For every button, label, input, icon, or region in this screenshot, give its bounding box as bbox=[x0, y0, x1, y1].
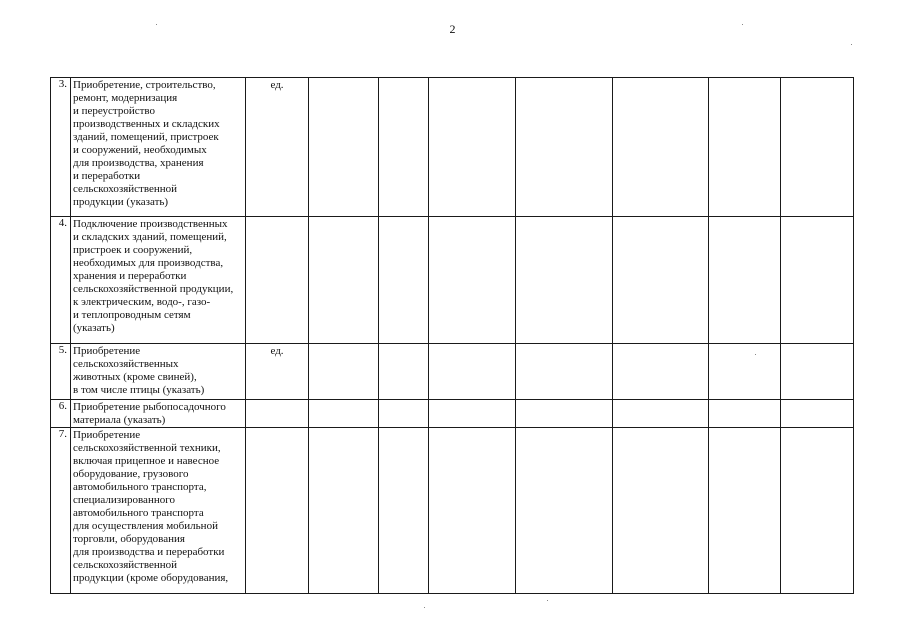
scan-speck bbox=[755, 354, 756, 355]
empty-cell bbox=[613, 400, 709, 428]
empty-cell bbox=[781, 344, 854, 400]
empty-cell bbox=[309, 428, 379, 594]
row-number: 5. bbox=[51, 344, 71, 400]
empty-cell bbox=[516, 217, 613, 344]
table-row bbox=[51, 428, 854, 594]
empty-cell bbox=[309, 400, 379, 428]
empty-cell bbox=[709, 428, 781, 594]
empty-cell bbox=[309, 344, 379, 400]
empty-cell bbox=[516, 78, 613, 217]
empty-cell bbox=[309, 217, 379, 344]
row-number: 3. bbox=[51, 78, 71, 217]
row-unit bbox=[246, 400, 309, 428]
row-description: Приобретение, строительство, ремонт, модернизация и переустройство производственных и складских зданий, помещений, пристроек и сооружений, необходимых для производства, хранения и переработки сельскохозяйственной продукции (указать) bbox=[71, 78, 246, 217]
table-row bbox=[51, 344, 854, 400]
empty-cell bbox=[429, 400, 516, 428]
empty-cell bbox=[709, 344, 781, 400]
empty-cell bbox=[781, 400, 854, 428]
row-number: 4. bbox=[51, 217, 71, 344]
empty-cell bbox=[379, 344, 429, 400]
empty-cell bbox=[379, 400, 429, 428]
empty-cell bbox=[379, 78, 429, 217]
scan-speck bbox=[156, 24, 157, 25]
row-number: 7. bbox=[51, 428, 71, 594]
empty-cell bbox=[379, 217, 429, 344]
row-number: 6. bbox=[51, 400, 71, 428]
row-unit bbox=[246, 428, 309, 594]
table-row bbox=[51, 217, 854, 344]
row-description: Приобретение сельскохозяйственных животных (кроме свиней), в том числе птицы (указать) bbox=[71, 344, 246, 400]
row-unit: ед. bbox=[246, 344, 309, 400]
empty-cell bbox=[429, 428, 516, 594]
empty-cell bbox=[429, 78, 516, 217]
empty-cell bbox=[429, 344, 516, 400]
empty-cell bbox=[613, 428, 709, 594]
table-row bbox=[51, 78, 854, 217]
empty-cell bbox=[709, 400, 781, 428]
data-table bbox=[50, 77, 854, 594]
scan-speck bbox=[742, 24, 743, 25]
empty-cell bbox=[781, 217, 854, 344]
empty-cell bbox=[429, 217, 516, 344]
empty-cell bbox=[613, 78, 709, 217]
table-row bbox=[51, 400, 854, 428]
empty-cell bbox=[516, 400, 613, 428]
row-description: Приобретение сельскохозяйственной техники, включая прицепное и навесное оборудование, грузового автомобильного транспорта, специализированного автомобильного транспорта для осуществления мобильной торговли, оборудования для производства и переработки сельскохозяйственной продукции (кроме оборудования, bbox=[71, 428, 246, 594]
empty-cell bbox=[516, 344, 613, 400]
row-description: Приобретение рыбопосадочного материала (указать) bbox=[71, 400, 246, 428]
row-unit: ед. bbox=[246, 78, 309, 217]
scan-speck bbox=[547, 600, 548, 601]
empty-cell bbox=[309, 78, 379, 217]
scan-speck bbox=[424, 607, 425, 608]
page-number: 2 bbox=[449, 22, 456, 36]
empty-cell bbox=[516, 428, 613, 594]
scan-speck bbox=[851, 44, 852, 45]
empty-cell bbox=[709, 78, 781, 217]
empty-cell bbox=[379, 428, 429, 594]
empty-cell bbox=[781, 428, 854, 594]
empty-cell bbox=[781, 78, 854, 217]
empty-cell bbox=[613, 217, 709, 344]
empty-cell bbox=[613, 344, 709, 400]
row-description: Подключение производственных и складских зданий, помещений, пристроек и сооружений, необходимых для производства, хранения и переработки сельскохозяйственной продукции, к электрическим, водо-, газо- и теплопроводным сетям (указать) bbox=[71, 217, 246, 344]
row-unit bbox=[246, 217, 309, 344]
empty-cell bbox=[709, 217, 781, 344]
